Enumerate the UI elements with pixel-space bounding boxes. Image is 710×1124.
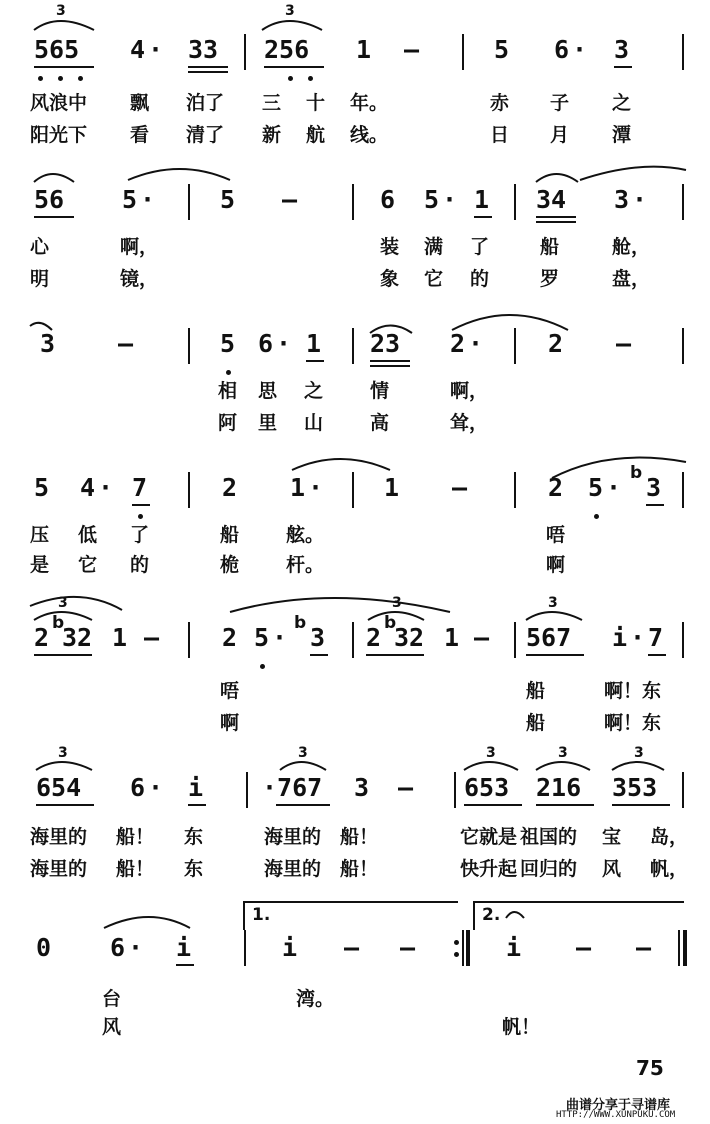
- bar-line: [682, 472, 684, 508]
- dash: —: [118, 329, 134, 358]
- note: 1: [306, 329, 322, 358]
- note-group: 216: [536, 773, 582, 802]
- beam: [264, 66, 324, 68]
- fermata-arc: [506, 912, 524, 918]
- triplet-arc: [262, 21, 322, 30]
- lyric: 盘，: [612, 268, 651, 290]
- octave-dot: [260, 664, 265, 669]
- final-bar-line: [683, 930, 687, 966]
- slur: [536, 174, 578, 182]
- dash: —: [576, 933, 592, 962]
- lyric: 啊！东: [604, 712, 662, 734]
- bar-line: [352, 328, 354, 364]
- lyric: 是: [30, 554, 50, 576]
- lyric: 桅: [220, 554, 240, 576]
- augmentation-dot: ·: [468, 329, 484, 358]
- octave-dot: [308, 76, 313, 81]
- beam: [370, 365, 410, 367]
- dash: —: [474, 623, 490, 652]
- beam: [474, 216, 492, 218]
- slur: [34, 174, 74, 182]
- beam: [188, 66, 228, 68]
- lyric: 里: [258, 412, 278, 434]
- note: 6: [258, 329, 274, 358]
- lyric: 船: [540, 236, 560, 258]
- bar-line: [188, 472, 190, 508]
- lyric: 泊了: [186, 92, 225, 114]
- lyric: 啊，: [120, 236, 159, 258]
- beam: [612, 804, 670, 806]
- lyric: 海里的: [264, 858, 322, 880]
- flat-sign: b: [630, 463, 643, 483]
- beam: [310, 654, 328, 656]
- lyric: 日: [490, 124, 510, 146]
- bar-line: [514, 184, 516, 220]
- triplet-number: 3: [548, 595, 558, 611]
- dash: —: [636, 933, 652, 962]
- augmentation-dot: ·: [128, 933, 144, 962]
- note: 2: [450, 329, 466, 358]
- note-group: 34: [536, 185, 567, 214]
- bar-line: [682, 622, 684, 658]
- note: i: [282, 933, 298, 962]
- triplet-number: 3: [392, 595, 402, 611]
- beam: [34, 654, 92, 656]
- beam: [36, 804, 94, 806]
- volta-line: [244, 902, 458, 930]
- lyric: 快升起: [460, 858, 518, 880]
- repeat-dot: [454, 952, 459, 957]
- lyric: 它: [78, 554, 98, 576]
- triplet-number: 3: [56, 3, 66, 19]
- volta-second-label: 2.: [482, 905, 501, 925]
- note-group: 567: [526, 623, 572, 652]
- watermark-text: 曲谱分享于寻谱库: [566, 1098, 671, 1113]
- augmentation-dot: ·: [276, 329, 292, 358]
- lyric: 阿: [218, 412, 238, 434]
- note-group: 653: [464, 773, 510, 802]
- triplet-number: 3: [285, 3, 295, 19]
- note: 3: [614, 185, 630, 214]
- note: 1: [444, 623, 460, 652]
- lyric: 杆。: [286, 554, 325, 576]
- note: 5: [220, 329, 236, 358]
- note: i: [612, 623, 628, 652]
- lyric: 十: [306, 92, 326, 114]
- bar-line: [188, 622, 190, 658]
- lyric: 东: [184, 858, 204, 880]
- note: 5: [34, 473, 50, 502]
- lyric: 帆！: [502, 1016, 541, 1038]
- lyric: 船！: [116, 858, 155, 880]
- augmentation-dot: ·: [98, 473, 114, 502]
- lyric: 啊: [220, 712, 240, 734]
- augmentation-dot: ·: [630, 623, 646, 652]
- lyric: 子: [550, 92, 570, 114]
- triplet-number: 3: [58, 595, 68, 611]
- note: 5: [254, 623, 270, 652]
- lyric: 唔: [220, 680, 240, 702]
- note: 3: [614, 35, 630, 64]
- note-group: 32: [394, 623, 425, 652]
- bar-line: [352, 184, 354, 220]
- volta-first-label: 1.: [252, 905, 271, 925]
- octave-dot: [58, 76, 63, 81]
- note: 3: [310, 623, 326, 652]
- note: 2: [366, 623, 382, 652]
- tie-arc: [292, 459, 390, 470]
- lyric: 海里的: [30, 826, 88, 848]
- dash: —: [282, 185, 298, 214]
- lyric: 高: [370, 412, 390, 434]
- note: 1: [290, 473, 306, 502]
- lyric: 新: [262, 124, 282, 146]
- note-group: 256: [264, 35, 310, 64]
- bar-line: [682, 328, 684, 364]
- bar-line: [514, 622, 516, 658]
- note: 5: [424, 185, 440, 214]
- beam: [34, 66, 94, 68]
- note: 5: [588, 473, 604, 502]
- dash: —: [404, 35, 420, 64]
- lyric: 帆，: [650, 858, 689, 880]
- bar-line: [514, 472, 516, 508]
- lyric: 了: [130, 524, 150, 546]
- lyric: 航: [306, 124, 326, 146]
- triplet-number: 3: [298, 745, 308, 761]
- bar-line: [244, 930, 246, 966]
- beam: [648, 654, 666, 656]
- lyric: 回归的: [520, 858, 578, 880]
- lyric: 罗: [540, 268, 560, 290]
- dash: —: [616, 329, 632, 358]
- lyric: 风: [102, 1016, 122, 1038]
- lyric: 船！: [116, 826, 155, 848]
- note: 2: [222, 623, 238, 652]
- beam: [188, 804, 206, 806]
- dash: —: [400, 933, 416, 962]
- repeat-dot: [454, 940, 459, 945]
- note: 7: [132, 473, 148, 502]
- note-group: ·767: [262, 773, 323, 802]
- lyric: 宝: [602, 826, 622, 848]
- lyric: 船: [220, 524, 240, 546]
- note-group: 33: [188, 35, 219, 64]
- augmentation-dot: ·: [148, 773, 164, 802]
- slur: [230, 598, 450, 612]
- augmentation-dot: ·: [632, 185, 648, 214]
- bar-line: [682, 34, 684, 70]
- lyric: 装: [380, 236, 400, 258]
- dash: —: [398, 773, 414, 802]
- note: 1: [112, 623, 128, 652]
- note: 2: [34, 623, 50, 652]
- octave-dot: [138, 514, 143, 519]
- slur: [128, 169, 230, 180]
- bar-line: [454, 772, 456, 808]
- bar-line: [462, 34, 464, 70]
- note: 7: [648, 623, 664, 652]
- octave-dot: [288, 76, 293, 81]
- lyric: 飘: [130, 92, 150, 114]
- lyric: 啊，: [450, 380, 489, 402]
- augmentation-dot: ·: [606, 473, 622, 502]
- note: 2: [548, 329, 564, 358]
- augmentation-dot: ·: [442, 185, 458, 214]
- bar-line: [352, 472, 354, 508]
- bar-line: [188, 184, 190, 220]
- bar-line: [682, 184, 684, 220]
- slur: [104, 917, 190, 928]
- lyric: 山: [304, 412, 324, 434]
- rest: 0: [36, 933, 52, 962]
- note-group: 353: [612, 773, 658, 802]
- bar-line: [514, 328, 516, 364]
- repeat-bar-line: [466, 930, 470, 966]
- lyric: 线。: [350, 124, 389, 146]
- dash: —: [452, 473, 468, 502]
- lyric: 压: [30, 524, 50, 546]
- beam: [614, 66, 632, 68]
- beam: [306, 360, 324, 362]
- volta-line: [474, 902, 684, 930]
- watermark-url: HTTP://WWW.XUNPUKU.COM: [556, 1110, 676, 1120]
- note: 2: [222, 473, 238, 502]
- lyric: 船！: [340, 826, 379, 848]
- flat-sign: b: [294, 613, 307, 633]
- triplet-number: 3: [486, 745, 496, 761]
- note-group: 565: [34, 35, 80, 64]
- beam: [526, 654, 584, 656]
- lyric: 之: [612, 92, 632, 114]
- lyric: 相: [218, 380, 238, 402]
- beam: [176, 964, 194, 966]
- lyric: 情: [370, 380, 390, 402]
- octave-dot: [38, 76, 43, 81]
- note: 4: [80, 473, 96, 502]
- note: 3: [354, 773, 370, 802]
- bar-line: [188, 328, 190, 364]
- note-group: 654: [36, 773, 82, 802]
- beam: [536, 216, 576, 218]
- lyric: 潭: [612, 124, 632, 146]
- beam: [646, 504, 664, 506]
- dash: —: [144, 623, 160, 652]
- lyric: 它就是: [460, 826, 518, 848]
- triplet-arc: [34, 21, 94, 30]
- note: 1: [384, 473, 400, 502]
- beam: [276, 804, 330, 806]
- lyric: 了: [470, 236, 490, 258]
- lyric: 岛，: [650, 826, 689, 848]
- note: 1: [474, 185, 490, 214]
- repeat-bar-line: [462, 930, 464, 966]
- note-group: 32: [62, 623, 93, 652]
- triplet-number: 3: [634, 745, 644, 761]
- lyric: 耸，: [450, 412, 489, 434]
- lyric: 啊！东: [604, 680, 662, 702]
- octave-dot: [594, 514, 599, 519]
- note: 3: [40, 329, 56, 358]
- lyric: 之: [304, 380, 324, 402]
- lyric: 风: [602, 858, 622, 880]
- bar-line: [682, 772, 684, 808]
- note: 5: [220, 185, 236, 214]
- beam: [536, 221, 576, 223]
- tie-arc: [30, 597, 122, 610]
- lyric: 东: [184, 826, 204, 848]
- lyric: 阳光下: [30, 124, 88, 146]
- lyric: 看: [130, 124, 150, 146]
- triplet-number: 3: [58, 745, 68, 761]
- lyric: 唔: [546, 524, 566, 546]
- lyric: 船: [526, 680, 546, 702]
- note: 6: [130, 773, 146, 802]
- lyric: 满: [424, 236, 444, 258]
- page-number: 75: [636, 1056, 664, 1080]
- lyric: 低: [78, 524, 98, 546]
- lyric: 镜，: [120, 268, 159, 290]
- lyric: 船！: [340, 858, 379, 880]
- augmentation-dot: ·: [140, 185, 156, 214]
- lyric: 的: [470, 268, 490, 290]
- note: i: [506, 933, 522, 962]
- final-bar-line: [678, 930, 680, 966]
- bar-line: [246, 772, 248, 808]
- note: 2: [548, 473, 564, 502]
- lyric: 祖国的: [520, 826, 578, 848]
- lyric: 它: [424, 268, 444, 290]
- beam: [366, 654, 424, 656]
- lyric: 舷。: [286, 524, 325, 546]
- note: 1: [356, 35, 372, 64]
- lyric: 海里的: [30, 858, 88, 880]
- lyric: 船: [526, 712, 546, 734]
- lyric: 海里的: [264, 826, 322, 848]
- lyric: 心: [30, 236, 50, 258]
- note-group: 23: [370, 329, 401, 358]
- triplet-number: 3: [558, 745, 568, 761]
- note: 4: [130, 35, 146, 64]
- beam: [34, 216, 74, 218]
- lyric: 台: [102, 988, 122, 1010]
- note-group: 56: [34, 185, 65, 214]
- note: 3: [646, 473, 662, 502]
- flat-sign: b: [384, 613, 397, 633]
- beam: [370, 360, 410, 362]
- note: 5: [122, 185, 138, 214]
- lyric: 赤: [490, 92, 510, 114]
- lyric: 清了: [186, 124, 225, 146]
- note: 5: [494, 35, 510, 64]
- flat-sign: b: [52, 613, 65, 633]
- beam: [132, 504, 150, 506]
- note: 6: [110, 933, 126, 962]
- note: 6: [554, 35, 570, 64]
- dash: —: [344, 933, 360, 962]
- beam: [464, 804, 522, 806]
- octave-dot: [226, 370, 231, 375]
- lyric: 舱，: [612, 236, 651, 258]
- lyric: 思: [258, 380, 278, 402]
- bar-line: [352, 622, 354, 658]
- lyric: 象: [380, 268, 400, 290]
- lyric: 年。: [350, 92, 389, 114]
- note: i: [176, 933, 192, 962]
- note: 6: [380, 185, 396, 214]
- lyric: 风浪中: [30, 92, 88, 114]
- bar-line: [244, 34, 246, 70]
- lyric: 湾。: [296, 988, 335, 1010]
- lyric: 三: [262, 92, 282, 114]
- augmentation-dot: ·: [272, 623, 288, 652]
- octave-dot: [78, 76, 83, 81]
- augmentation-dot: ·: [572, 35, 588, 64]
- note: i: [188, 773, 204, 802]
- beam: [536, 804, 594, 806]
- tie-arc: [580, 167, 686, 180]
- augmentation-dot: ·: [148, 35, 164, 64]
- lyric: 月: [550, 124, 570, 146]
- beam: [188, 71, 228, 73]
- lyric: 的: [130, 554, 150, 576]
- lyric: 啊: [546, 554, 566, 576]
- augmentation-dot: ·: [308, 473, 324, 502]
- lyric: 明: [30, 268, 50, 290]
- tie-arc: [452, 315, 568, 330]
